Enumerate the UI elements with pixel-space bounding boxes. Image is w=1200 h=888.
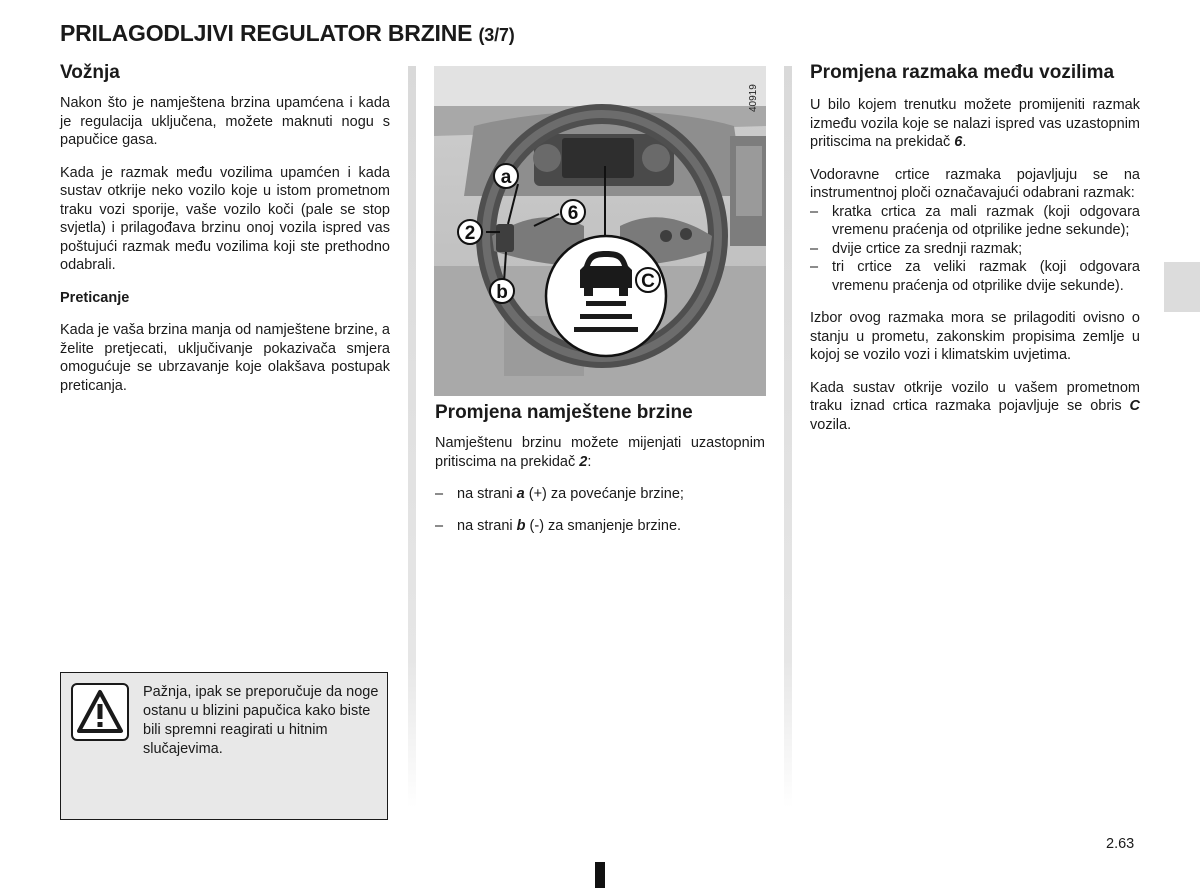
list-item: – dvije crtice za srednji razmak; (810, 240, 1140, 259)
section-heading-voznja: Vožnja (60, 62, 120, 83)
distance-list (810, 203, 1140, 296)
ref-6: 6 (954, 134, 963, 150)
section-heading-promjena-razmaka: Promjena razmaka među vozilima (810, 62, 1115, 83)
ref-c: C (1129, 398, 1140, 414)
callout-2-label: 2 (464, 223, 476, 244)
section-tab-marker (1164, 262, 1200, 312)
right-column (810, 62, 1140, 448)
paragraph: U bilo kojem trenutku možete promijeniti razmak između vozila koje se nalazi ispred vas uzastopnim pritiscima na prekidač 6. (810, 97, 1140, 150)
warning-box (60, 672, 388, 820)
paragraph: Vodoravne crtice razmaka pojavljuju se na instrumentnoj ploči označavajući odabrani razmak: (810, 166, 1140, 201)
callout-b-label: b (496, 282, 508, 303)
callout-a-label: a (500, 167, 512, 188)
list-item: – na strani b (-) za smanjenje brzine. (435, 517, 765, 536)
page-title (60, 20, 515, 47)
list-item: – kratka crtica za mali razmak (koji odgovara vremenu praćenja od otprilike jedne sekunde); (810, 203, 1140, 240)
page-title-text: PRILAGODLJIVI REGULATOR BRZINE (60, 20, 473, 46)
steering-wheel-figure (434, 66, 766, 396)
left-column (60, 62, 390, 409)
section-heading-promjena-brzine: Promjena namještene brzine (435, 402, 693, 423)
warning-triangle-icon (71, 683, 129, 741)
paragraph: Kada je razmak među vozilima upamćen i kada sustav otkrije neko vozilo koje u istom prometnom traku vozi sporije, vaše vozilo koči (pale se stop svjetla) i prilagođava brzinu onoj vozila ispred vas poštujući razmak među vozilima koji ste prethodno odabrali. (60, 164, 390, 273)
bottom-center-bar (595, 862, 605, 888)
list-item: – na strani a (+) za povećanje brzine; (435, 485, 765, 504)
page-number: 2.63 (1106, 836, 1135, 852)
paragraph: Izbor ovog razmaka mora se prilagoditi ovisno o stanju u prometu, zakonskim propisima zemlje u kojoj se vozilo vozi i klimatskim uvjetima. (810, 310, 1140, 363)
paragraph: Nakon što je namještena brzina upamćena i kada je regulacija uključena, možete maknuti nogu s papučice gasa. (60, 95, 390, 148)
ref-2: 2 (579, 453, 588, 470)
column-divider-left (408, 66, 416, 808)
list-item: – tri crtice za veliki razmak (koji odgovara vremenu praćenja od otprilike dvije sekunde). (810, 258, 1140, 295)
warning-text: Pažnja, ipak se preporučuje da noge ostanu u blizini papučica kako biste bili spremni reagirati u hitnim slučajevima. (143, 684, 379, 757)
paragraph: Namještenu brzinu možete mijenjati uzastopnim pritiscima na prekidač 2: (435, 435, 765, 470)
callout-c-label: C (641, 271, 655, 292)
callout-6-label: 6 (567, 203, 579, 224)
page-title-suffix: (3/7) (478, 25, 515, 45)
middle-column (435, 402, 765, 549)
figure-ref-number: 40919 (748, 84, 759, 112)
column-divider-right (784, 66, 792, 808)
subheading-preticanje: Preticanje (60, 289, 130, 306)
paragraph: Kada je vaša brzina manja od namještene brzine, a želite pretjecati, uključivanje pokazivača smjera omogućuje se ubrzavanje koje olakšava postupak preticanja. (60, 322, 390, 394)
speed-change-list (435, 485, 765, 535)
paragraph: Kada sustav otkrije vozilo u vašem prometnom traku iznad crtica razmaka pojavljuje se obris C vozila. (810, 379, 1140, 433)
